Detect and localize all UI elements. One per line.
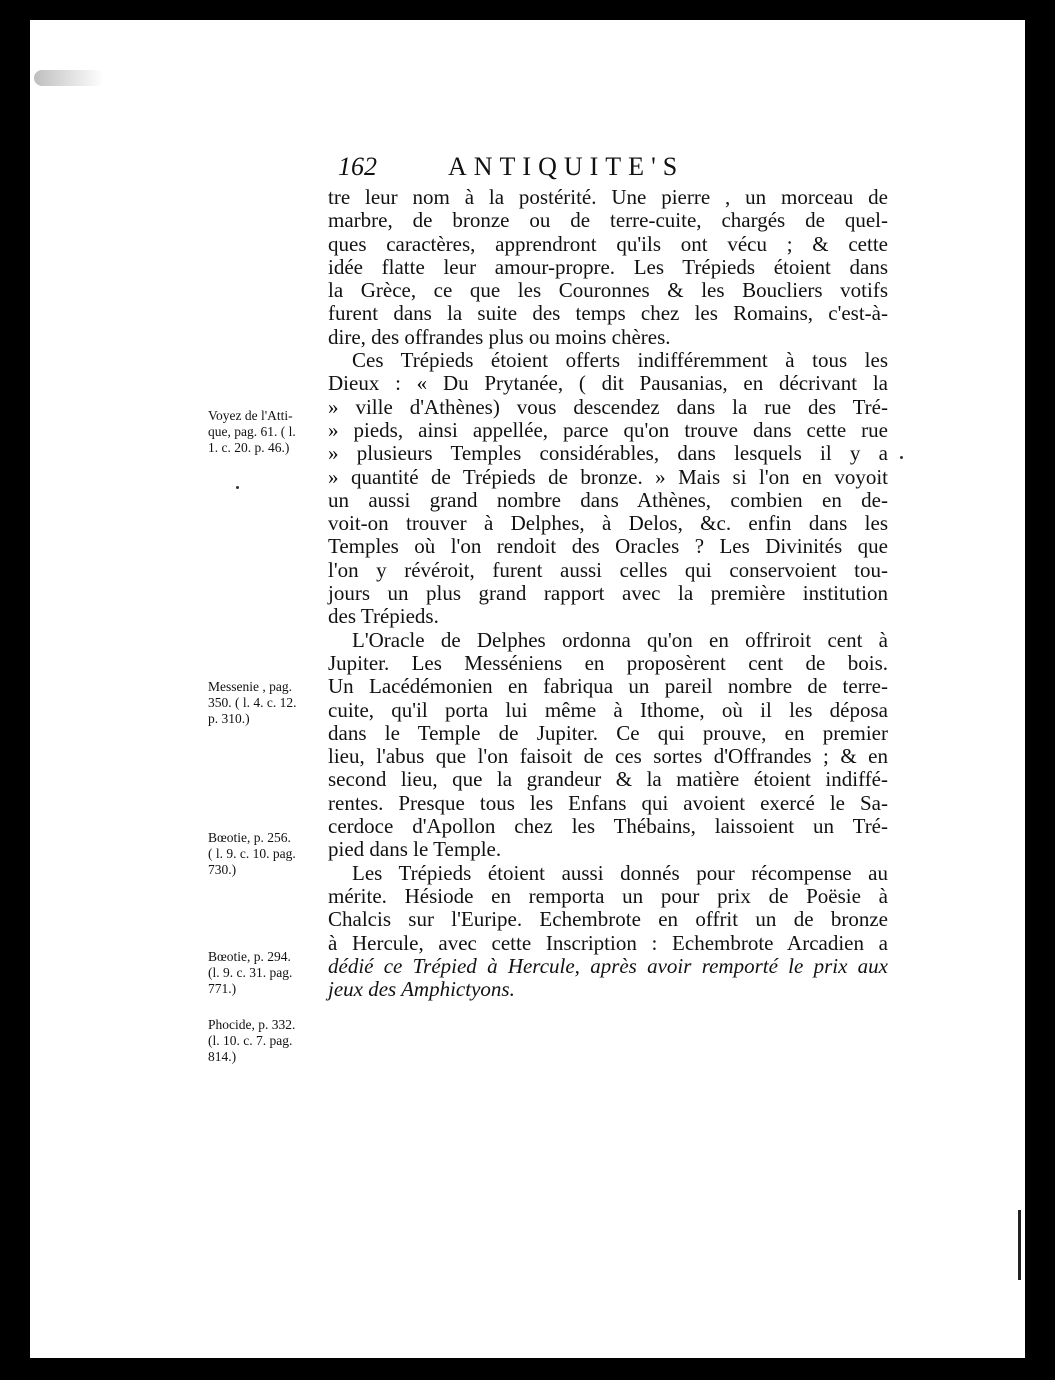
- text-line: jeux des Amphictyons.: [328, 977, 515, 1002]
- margin-note-line: 350. ( l. 4. c. 12.: [208, 695, 297, 710]
- margin-note-line: Phocide, p. 332.: [208, 1017, 296, 1032]
- margin-note-line: p. 310.): [208, 711, 250, 726]
- text-line: L'Oracle de Delphes ordonna qu'on en offriroit cent à: [352, 627, 888, 652]
- body-text: [328, 186, 888, 1001]
- page-header: [338, 152, 798, 188]
- text-line: des Trépieds.: [328, 604, 439, 629]
- ink-speck: [236, 486, 239, 489]
- text-line: lieu, l'abus que l'on faisoit de ces sortes d'Offrandes ; & en: [328, 744, 888, 769]
- margin-note-line: (l. 9. c. 31. pag.: [208, 965, 293, 980]
- text-line: rentes. Presque tous les Enfans qui avoient exercé le Sa-: [328, 790, 888, 815]
- text-line: voit-on trouver à Delphes, à Delos, &c. enfin dans les: [328, 511, 888, 536]
- page-number: 162: [338, 152, 377, 181]
- margin-note-line: 1. c. 20. p. 46.): [208, 440, 290, 455]
- margin-note: [208, 679, 297, 727]
- text-line: Jupiter. Les Messéniens en proposèrent cent de bois.: [328, 650, 888, 675]
- text-line: cuite, qu'il porta lui même à Ithome, où il les déposa: [328, 697, 888, 722]
- text-line: dire, des offrandes plus ou moins chères.: [328, 324, 671, 349]
- page-smudge: [34, 70, 104, 86]
- text-line: cerdoce d'Apollon chez les Thébains, laissoient un Tré-: [328, 814, 888, 839]
- text-line: » ville d'Athènes) vous descendez dans la rue des Tré-: [328, 394, 888, 419]
- margin-note-line: Bœotie, p. 256.: [208, 830, 291, 845]
- text-line: tre leur nom à la postérité. Une pierre , un morceau de: [328, 185, 888, 209]
- margin-note-line: 814.): [208, 1049, 237, 1064]
- text-line: » plusieurs Temples considérables, dans lesquels il y a: [328, 441, 888, 466]
- running-title: ANTIQUITE'S: [448, 152, 685, 181]
- margin-note: [208, 830, 296, 878]
- text-line: Dieux : « Du Prytanée, ( dit Pausanias, en décrivant la: [328, 371, 888, 396]
- text-line: Chalcis sur l'Euripe. Echembrote en offrit un de bronze: [328, 907, 888, 932]
- margin-note: [208, 1017, 295, 1065]
- text-line: » quantité de Trépieds de bronze. » Mais si l'on en voyoit: [328, 464, 888, 489]
- ink-speck: [900, 456, 903, 459]
- text-line: jours un plus grand rapport avec la première institution: [328, 581, 888, 606]
- text-line: marbre, de bronze ou de terre-cuite, chargés de quel-: [328, 208, 888, 233]
- margin-note-line: Bœotie, p. 294.: [208, 949, 291, 964]
- text-line: idée flatte leur amour-propre. Les Trépieds étoient dans: [328, 254, 888, 279]
- text-line: second lieu, que la grandeur & la matière étoient indiffé-: [328, 767, 888, 792]
- margin-note-line: Voyez de l'Atti-: [208, 408, 293, 423]
- edge-mark: [1018, 1210, 1021, 1280]
- text-line: pied dans le Temple.: [328, 837, 502, 862]
- text-line: l'on y révéroit, furent aussi celles qui conservoient tou-: [328, 557, 888, 582]
- text-line: furent dans la suite des temps chez les Romains, c'est-à-: [328, 301, 888, 326]
- text-line: à Hercule, avec cette Inscription : Echembrote Arcadien a: [328, 930, 888, 955]
- text-line: Ces Trépieds étoient offerts indifféremment à tous les: [352, 348, 888, 373]
- margin-note: [208, 949, 292, 997]
- text-line: un aussi grand nombre dans Athènes, combien en de-: [328, 487, 888, 512]
- text-line: mérite. Hésiode en remporta un pour prix de Poësie à: [328, 883, 888, 908]
- text-line: Un Lacédémonien en fabriqua un pareil nombre de terre-: [328, 674, 888, 699]
- margin-note-line: que, pag. 61. ( l.: [208, 424, 296, 439]
- text-line: » pieds, ainsi appellée, parce qu'on trouve dans cette rue: [328, 417, 888, 442]
- text-line: dans le Temple de Jupiter. Ce qui prouve, en premier: [328, 720, 888, 745]
- margin-note-line: ( l. 9. c. 10. pag.: [208, 846, 296, 861]
- text-line: dédié ce Trépied à Hercule, après avoir remporté le prix aux: [328, 953, 888, 978]
- text-line: la Grèce, ce que les Couronnes & les Boucliers votifs: [328, 278, 888, 303]
- text-line: Les Trépieds étoient aussi donnés pour récompense au: [352, 860, 888, 885]
- margin-note-line: 730.): [208, 862, 237, 877]
- book-page: [30, 20, 1025, 1358]
- margin-note-line: (l. 10. c. 7. pag.: [208, 1033, 293, 1048]
- text-line: Temples où l'on rendoit des Oracles ? Les Divinités que: [328, 534, 888, 559]
- margin-note: [208, 408, 296, 456]
- margin-note-line: 771.): [208, 981, 237, 996]
- text-line: ques caractères, apprendront qu'ils ont vécu ; & cette: [328, 231, 888, 256]
- margin-note-line: Messenie , pag.: [208, 679, 292, 694]
